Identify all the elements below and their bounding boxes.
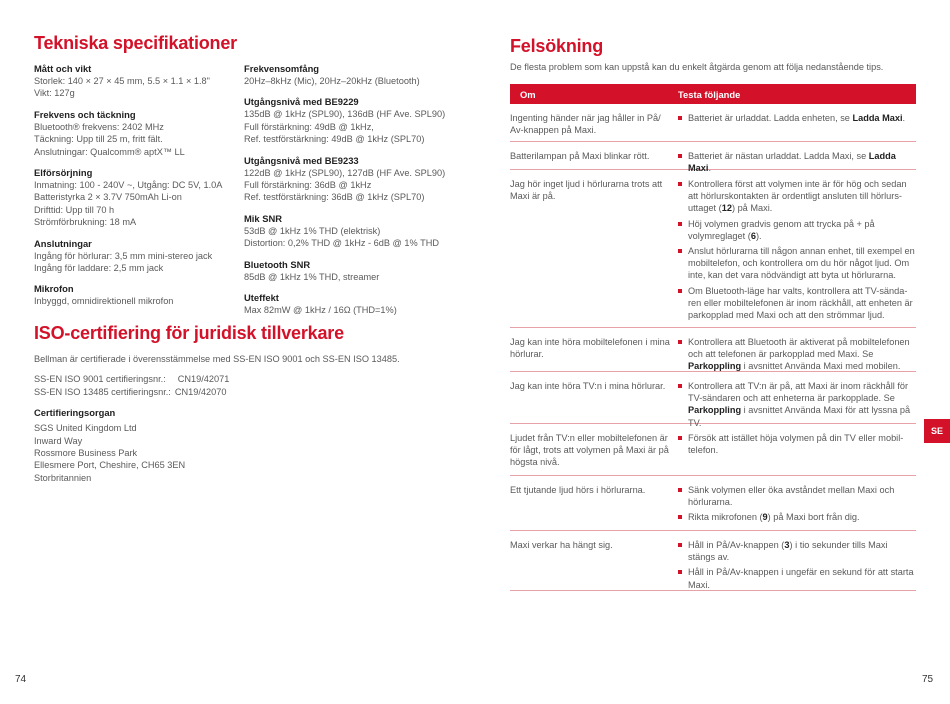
fix-item: [678, 285, 916, 322]
cert-body-heading: Certifieringsorgan: [34, 407, 116, 419]
spec-line: Distortion: 0,2% THD @ 1kHz - 6dB @ 1% THD: [244, 238, 439, 249]
spec-block: [34, 166, 239, 229]
fix-text: Kontrollera att TV:n är på, att Maxi är inom räckhåll för TV-sändaren och att enheterna är parkopplade. Se: [688, 381, 909, 404]
fix-text: Håll in På/Av-knappen (: [688, 540, 785, 550]
spec-block: [244, 95, 464, 145]
table-row: [510, 372, 916, 428]
spec-heading: Anslutningar: [34, 237, 92, 249]
spec-heading: Frekvens och täckning: [34, 108, 136, 120]
language-tab: SE: [924, 419, 950, 443]
spec-heading: Uteffekt: [244, 292, 279, 304]
table-row: [510, 104, 916, 142]
spec-block: [244, 212, 464, 250]
fix-text: Försök att istället höja volymen på din TV eller mobil-telefon.: [688, 433, 904, 456]
spec-line: Inbyggd, omnidirektionell mikrofon: [34, 296, 174, 307]
page-number-right: 75: [922, 674, 934, 685]
fix-item: [678, 245, 916, 282]
spec-block: [34, 237, 239, 275]
spec-block: [244, 291, 464, 316]
spec-line: Drifttid: Upp till 70 h: [34, 204, 115, 215]
fix-cell: [678, 539, 916, 594]
fix-text: ) i tio sekunder tills Maxi stängs av.: [688, 540, 888, 563]
table-row: [510, 476, 916, 531]
spec-line: Full förstärkning: 49dB @ 1kHz,: [244, 121, 374, 132]
fix-item: [678, 566, 916, 590]
spec-block: [244, 258, 464, 283]
spec-line: Ref. testförstärkning: 49dB @ 1kHz (SPL70): [244, 134, 425, 145]
fix-text: Batteriet är urladdat. Ladda enheten, se: [688, 113, 853, 123]
specs-column-2: [244, 62, 464, 324]
fix-cell: [678, 178, 916, 324]
cert-body-address: [34, 422, 454, 484]
fix-text: Batteriet är nästan urladdat. Ladda Maxi, se: [688, 151, 869, 161]
spec-line: 53dB @ 1kHz 1% THD (elektrisk): [244, 225, 381, 236]
spec-heading: Mik SNR: [244, 212, 283, 224]
header-problem: Om: [520, 89, 536, 100]
fix-text: ).: [755, 230, 762, 241]
fix-reference: 9: [762, 512, 768, 523]
spec-line: Full förstärkning: 36dB @ 1kHz: [244, 180, 372, 191]
specs-title: Tekniska specifikationer: [34, 33, 237, 53]
address-line: Inward Way: [34, 435, 83, 446]
fix-reference: Parkoppling: [688, 361, 742, 372]
fix-text: i avsnittet Använda Maxi för att lyssna på TV.: [688, 405, 911, 428]
fix-item: [678, 178, 916, 215]
fix-text: .: [708, 163, 711, 174]
fix-text: Höj volymen gradvis genom att trycka på + på volymreglaget (: [688, 218, 875, 241]
spec-line: 20Hz–8kHz (Mic), 20Hz–20kHz (Bluetooth): [244, 76, 420, 86]
spec-line: Bluetooth® frekvens: 2402 MHz: [34, 121, 164, 132]
fix-cell: [678, 336, 916, 376]
cert-value: CN19/42070: [174, 386, 227, 397]
fix-text: Anslut hörlurarna till någon annan enhet, till exempel en mobiltelefon, och kontrollera om du hör något ljud. Om inte, kan det vara nödvändigt att byta ut hörlurarna.: [688, 246, 915, 281]
spec-line: Strömförbrukning: 18 mA: [34, 217, 137, 228]
spec-line: Anslutningar: Qualcomm® aptX™ LL: [34, 146, 185, 157]
table-header: [510, 84, 916, 104]
spec-line: Täckning: Upp till 25 m, fritt fält.: [34, 134, 163, 145]
spec-line: 135dB @ 1kHz (SPL90), 136dB (HF Ave. SPL90): [244, 109, 446, 120]
table-row: [510, 328, 916, 372]
table-row: [510, 424, 916, 476]
address-line: Rossmore Business Park: [34, 448, 138, 459]
cert-label: SS-EN ISO 13485 certifieringsnr.:: [34, 386, 171, 397]
spec-line: Vikt: 127g: [34, 88, 75, 99]
iso-section: [34, 353, 454, 484]
fix-text: Kontrollera först att volymen inte är för hög och sedan att hörlurskontakten är ordentligt ansluten till hörlursuttaget (: [688, 179, 907, 214]
troubleshooting-intro: De flesta problem som kan uppstå kan du enkelt åtgärda genom att följa nedanstående tips.: [510, 62, 884, 72]
fix-item: [678, 112, 916, 124]
spec-line: Inmatning: 100 - 240V ~, Utgång: DC 5V, 1.0A: [34, 180, 223, 191]
troubleshooting-title: Felsökning: [510, 36, 604, 56]
table-row: [510, 531, 916, 591]
fix-cell: [678, 112, 916, 127]
fix-item: [678, 511, 916, 523]
fix-text: Rikta mikrofonen (: [688, 512, 763, 523]
spec-heading: Mikrofon: [34, 283, 74, 295]
spec-block: [244, 154, 464, 204]
spec-line: 85dB @ 1kHz 1% THD, streamer: [244, 271, 380, 282]
fix-item: [678, 484, 916, 508]
problem-cell: Ett tjutande ljud hörs i hörlurarna.: [510, 485, 646, 495]
fix-text: Håll in På/Av-knappen i ungefär en sekund för att starta Maxi.: [688, 567, 914, 590]
spec-block: [34, 62, 239, 100]
spec-block: [244, 62, 464, 87]
problem-cell: Ingenting händer när jag håller in På/ Av-knappen på Maxi.: [510, 113, 661, 136]
fix-text: Kontrollera att Bluetooth är aktiverat på mobiltelefonen och att telefonen är parkopplad med Maxi. Se: [688, 337, 910, 360]
fix-item: [678, 539, 916, 563]
fix-reference: Parkoppling: [688, 405, 742, 416]
page-number-left: 74: [15, 674, 27, 685]
fix-reference: Ladda Maxi: [688, 151, 896, 174]
spec-line: Batteristyrka 2 × 3.7V 750mAh Li-on: [34, 192, 182, 203]
fix-item: [678, 432, 916, 456]
cert-label: SS-EN ISO 9001 certifieringsnr.:: [34, 374, 166, 385]
spec-heading: Bluetooth SNR: [244, 258, 311, 270]
spec-heading: Utgångsnivå med BE9229: [244, 96, 359, 108]
fix-text: ) på Maxi bort från dig.: [767, 512, 860, 523]
fix-text: ) på Maxi.: [731, 203, 773, 214]
cert-row: [34, 373, 454, 385]
fix-text: i avsnittet Använda Maxi med mobilen.: [741, 361, 901, 372]
problem-cell: Batterilampan på Maxi blinkar rött.: [510, 151, 650, 161]
spec-line: Ref. testförstärkning: 36dB @ 1kHz (SPL70): [244, 192, 425, 203]
spec-line: Storlek: 140 × 27 × 45 mm, 5.5 × 1.1 × 1.8": [34, 76, 210, 86]
spec-block: [34, 108, 239, 158]
address-line: Ellesmere Port, Cheshire, CH65 3EN: [34, 460, 186, 471]
iso-title: ISO-certifiering för juridisk tillverkare: [34, 323, 344, 343]
address-line: SGS United Kingdom Ltd: [34, 423, 137, 434]
troubleshooting-table: [510, 84, 916, 591]
iso-intro: Bellman är certifierade i överensstämmelse med SS-EN ISO 9001 och SS-EN ISO 13485.: [34, 354, 400, 364]
fix-item: [678, 218, 916, 242]
fix-cell: [678, 432, 916, 459]
cert-value: CN19/42071: [177, 374, 230, 385]
spec-block: [34, 282, 239, 307]
fix-text: Sänk volymen eller öka avståndet mellan Maxi och hörlurarna.: [688, 485, 895, 508]
fix-text: Om Bluetooth-läge har valts, kontrollera att TV-sändaren eller mobiltelefonen är inom räckhåll, att enheten är parkopplad med Maxi och att den strömmar ljud.: [688, 285, 913, 321]
fix-reference: 12: [721, 203, 732, 214]
problem-cell: Jag kan inte höra TV:n i mina hörlurar.: [510, 381, 666, 391]
spec-line: Max 82mW @ 1kHz / 16Ω (THD=1%): [244, 305, 397, 316]
fix-reference: Ladda Maxi: [852, 113, 903, 123]
spec-line: 122dB @ 1kHz (SPL90), 127dB (HF Ave. SPL90): [244, 167, 446, 178]
spec-heading: Elförsörjning: [34, 167, 93, 179]
spec-line: Ingång för laddare: 2,5 mm jack: [34, 263, 164, 274]
problem-cell: Maxi verkar ha hängt sig.: [510, 540, 613, 550]
address-line: Storbritannien: [34, 472, 92, 483]
problem-cell: Ljudet från TV:n eller mobiltelefonen är för lågt, trots att volymen på Maxi är på högsta nivå.: [510, 433, 669, 468]
fix-text: .: [902, 113, 906, 123]
fix-item: [678, 336, 916, 373]
spec-heading: Frekvensomfång: [244, 63, 320, 74]
problem-cell: Jag hör inget ljud i hörlurarna trots att Maxi är på.: [510, 179, 663, 202]
header-fix: Testa följande: [678, 89, 741, 100]
fix-item: [678, 380, 916, 429]
table-body: [510, 104, 916, 591]
fix-reference: 6: [750, 230, 756, 241]
fix-reference: 3: [784, 540, 790, 550]
spec-heading: Mått och vikt: [34, 63, 92, 74]
spec-heading: Utgångsnivå med BE9233: [244, 154, 359, 166]
table-row: [510, 142, 916, 174]
fix-cell: [678, 484, 916, 527]
specs-column-1: [34, 62, 239, 316]
table-row: [510, 170, 916, 328]
cert-row: [34, 386, 454, 398]
problem-cell: Jag kan inte höra mobiltelefonen i mina hörlurar.: [510, 337, 670, 360]
spec-line: Ingång för hörlurar: 3,5 mm mini-stereo jack: [34, 250, 213, 261]
